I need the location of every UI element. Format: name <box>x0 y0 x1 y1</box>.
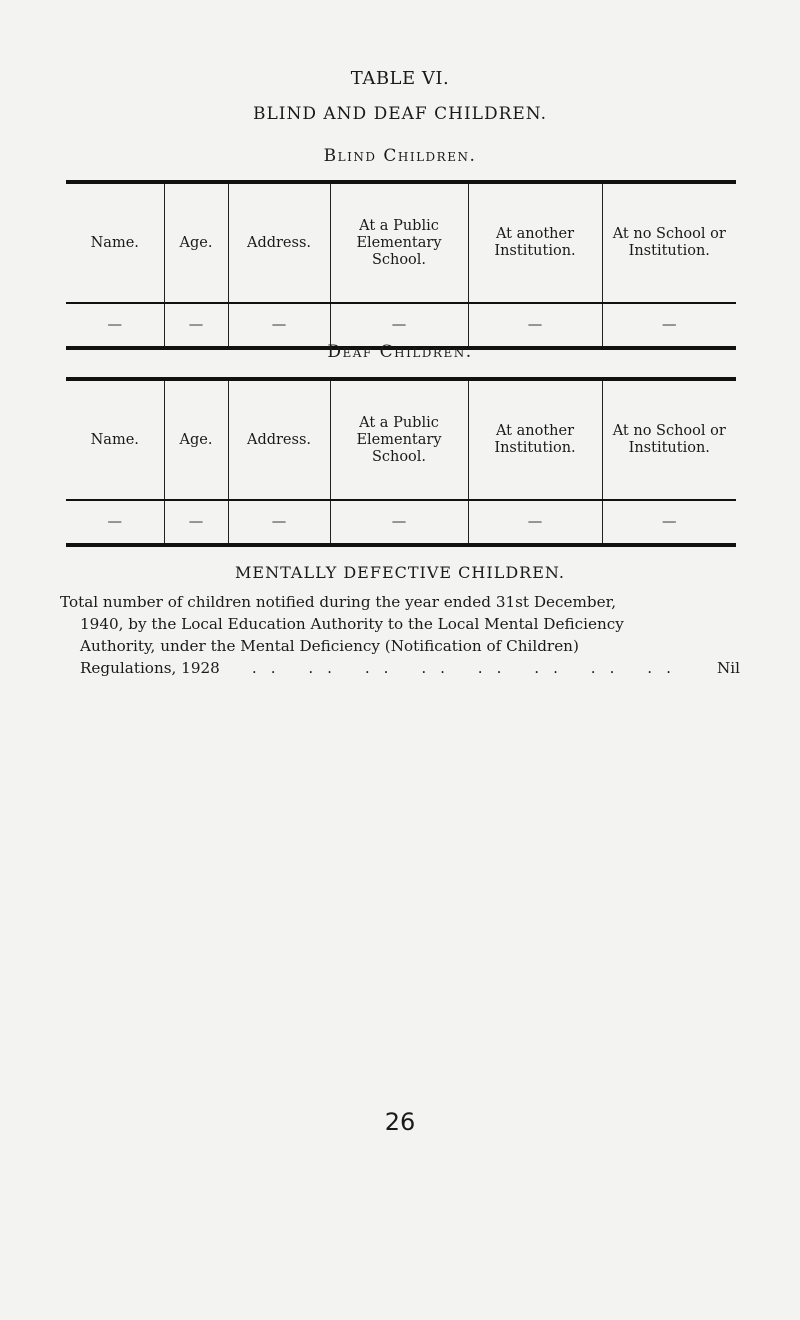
column-header-public-school: At a Public Elementary School. <box>330 379 468 500</box>
column-header-other-institution: At another Institution. <box>468 379 602 500</box>
column-header-no-school: At no School or Institution. <box>602 182 736 303</box>
table-cell: — <box>602 500 736 545</box>
table-cell: — <box>107 317 122 333</box>
paragraph-line: Total number of children notified during the year ended 31st December, <box>60 593 617 611</box>
table-cell: — <box>468 500 602 545</box>
paragraph-last-line <box>60 657 740 679</box>
paragraph-line: Authority, under the Mental Deficiency (Notification of Children) <box>80 637 579 655</box>
table-cell: — <box>107 514 122 530</box>
mental-paragraph <box>60 591 740 679</box>
mental-section-title: MENTALLY DEFECTIVE CHILDREN. <box>235 563 565 582</box>
table-row <box>66 500 736 545</box>
table-cell: — <box>330 303 468 348</box>
table-cell: — <box>228 500 330 545</box>
page-number: 26 <box>384 1108 416 1136</box>
column-header-name: Name. <box>66 379 164 500</box>
table-number: TABLE VI. <box>350 68 450 89</box>
table-cell: — <box>164 303 228 348</box>
blind-section-title: Blind Children. <box>323 146 477 166</box>
table-cell: — <box>330 500 468 545</box>
table-cell: — <box>468 303 602 348</box>
column-header-address: Address. <box>228 182 330 303</box>
table-cell: — <box>228 303 330 348</box>
column-header-name: Name. <box>66 182 164 303</box>
regulations-label: Regulations, 1928 <box>80 659 220 677</box>
notified-count-value: Nil <box>716 659 740 677</box>
column-header-no-school: At no School or Institution. <box>602 379 736 500</box>
column-header-age: Age. <box>164 182 228 303</box>
table-cell: — <box>602 303 736 348</box>
column-header-address: Address. <box>228 379 330 500</box>
table-cell: — <box>164 500 228 545</box>
column-header-age: Age. <box>164 379 228 500</box>
dot-leader: .. .. .. .. .. .. .. .. <box>251 659 685 677</box>
column-header-public-school: At a Public Elementary School. <box>330 182 468 303</box>
page-title: BLIND AND DEAF CHILDREN. <box>253 104 547 124</box>
deaf-section-title: Deaf Children. <box>327 342 473 362</box>
deaf-children-table <box>66 377 736 547</box>
column-header-other-institution: At another Institution. <box>468 182 602 303</box>
blind-children-table <box>66 180 736 350</box>
table-header-row <box>66 182 736 303</box>
table-header-row <box>66 379 736 500</box>
paragraph-line: 1940, by the Local Education Authority to the Local Mental Deficiency <box>80 615 624 633</box>
